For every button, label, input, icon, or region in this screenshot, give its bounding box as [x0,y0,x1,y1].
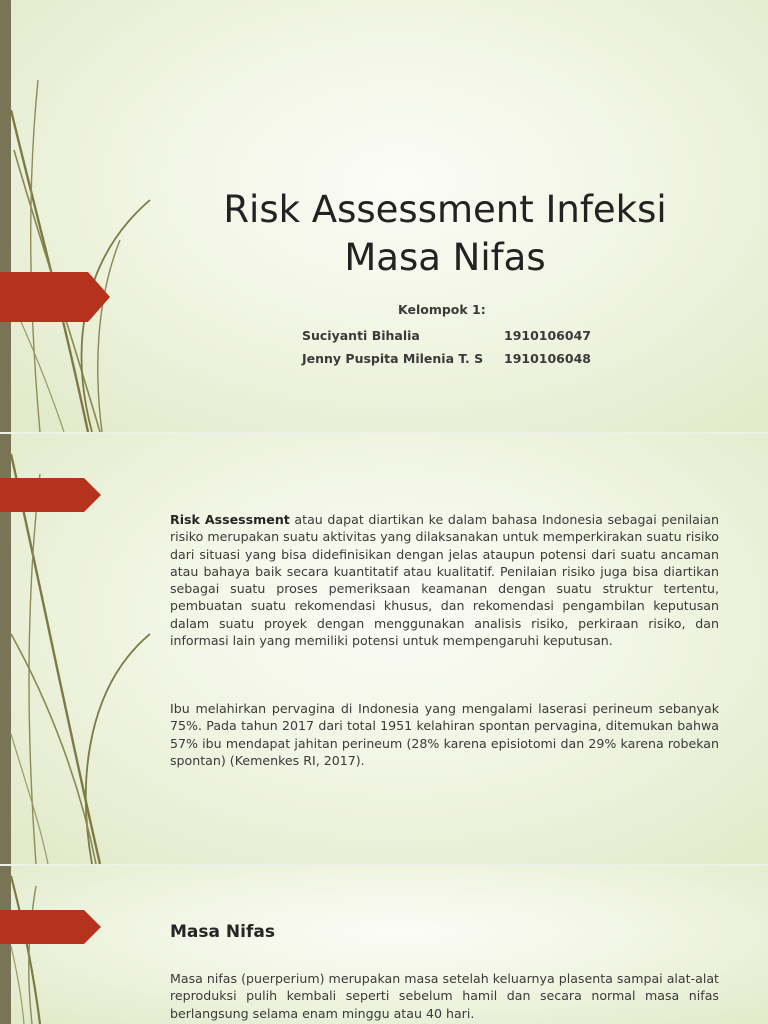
slide-title [180,186,710,282]
member-name: Suciyanti Bihalia [302,328,420,343]
title-line-2: Masa Nifas [344,236,546,279]
term-risk-assessment: Risk Assessment [170,512,290,527]
arrow-marker [0,478,101,512]
member-id: 1910106047 [504,328,591,343]
masa-nifas-paragraph: Masa nifas (puerperium) merupakan masa setelah keluarnya plasenta sampai alat-alat reproduksi pulih kembali seperti sebelum hamil dan secara normal masa nifas berlangsung selama enam minggu atau 40 hari. [170,971,719,1021]
group-heading: Kelompok 1: [398,302,486,317]
arrow-marker [0,272,110,322]
slide-1 [0,0,768,432]
slide-3 [0,866,768,1024]
paragraph-text: atau dapat diartikan ke dalam bahasa Indonesia sebagai penilaian risiko merupakan suatu aktivitas yang dilaksanakan untuk memperkirakan suatu risiko dari situasi yang bisa didefinisikan dengan jelas ataupun potensi dari suatu ancaman atau bahaya baik secara kuantitatif atau kualitatif. Penilaian risiko juga bisa diartikan sebagai suatu proses pemeriksaan keamanan dengan suatu struktur tertentu, pembuatan suatu rekomendasi khusus, dan rekomendasi pengambilan keputusan dalam suatu proyek dengan menggunakan analisis risiko, perkiraan risiko, dan informasi lain yang memiliki potensi untuk mempengaruhi keputusan. [170,512,719,649]
statistics-paragraph: Ibu melahirkan pervagina di Indonesia yang mengalami laserasi perineum sebanyak 75%. Pada tahun 2017 dari total 1951 kelahiran spontan pervagina, ditemukan bahwa 57% ibu mendapat jahitan perineum (28% karena episiotomi dan 29% karena robekan spontan) (Kemenkes RI, 2017). [170,701,719,768]
swirl-decoration [0,0,200,432]
risk-assessment-paragraph [170,511,719,649]
title-line-1: Risk Assessment Infeksi [223,188,667,231]
member-name: Jenny Puspita Milenia T. S [302,351,484,366]
arrow-marker [0,910,101,944]
member-id: 1910106048 [504,351,591,366]
slide-2 [0,434,768,864]
section-heading: Masa Nifas [170,922,275,942]
